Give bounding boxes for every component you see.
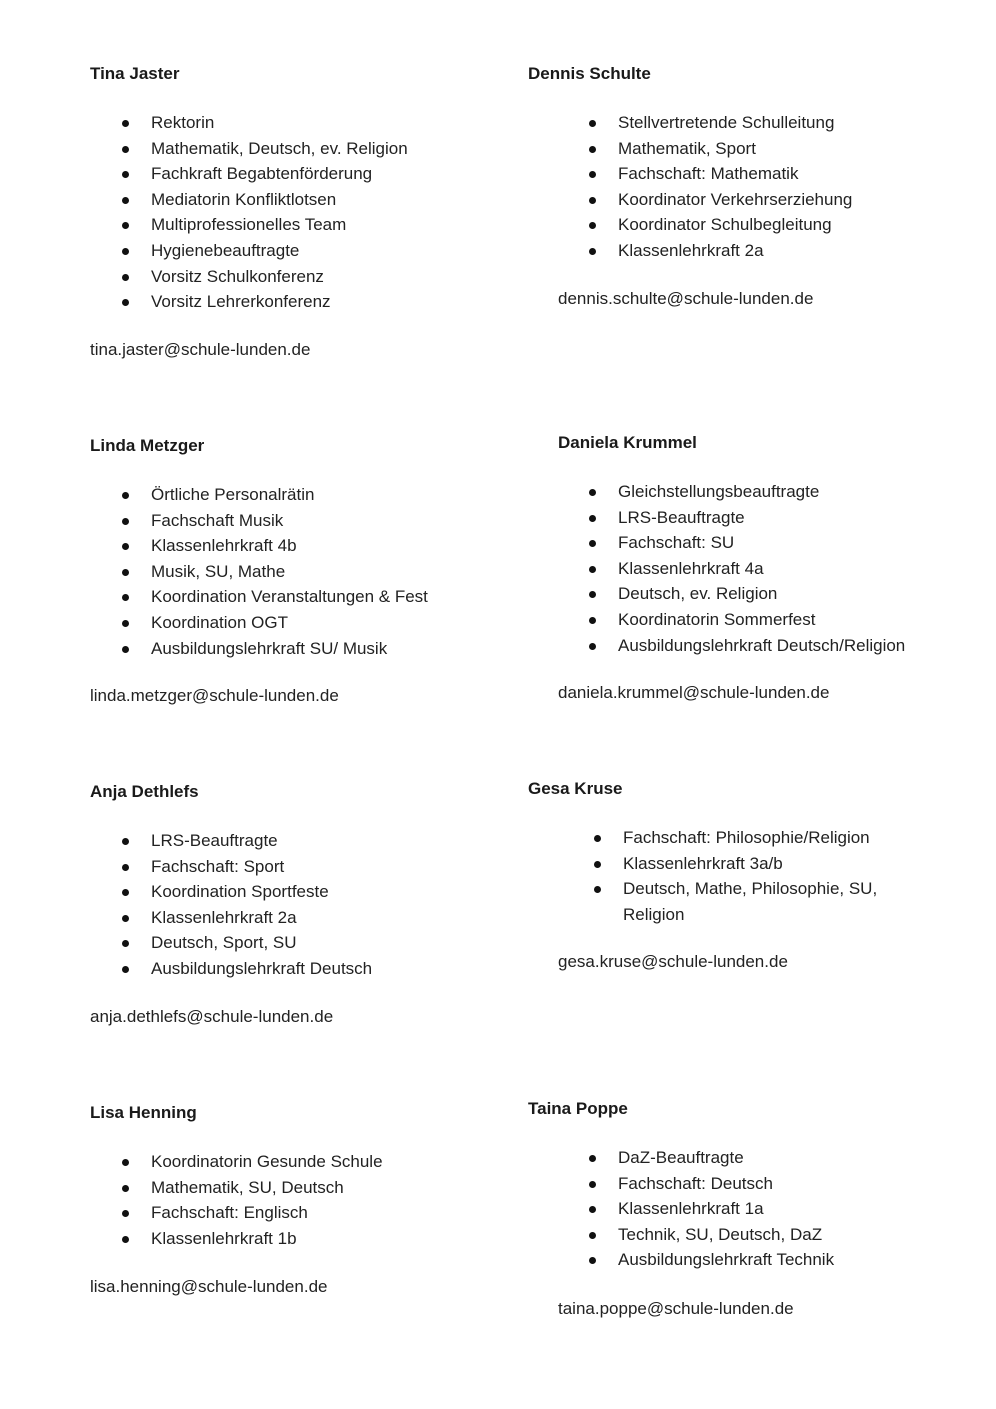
list-item: Deutsch, ev. Religion (618, 581, 978, 607)
bullet-icon (122, 197, 129, 204)
list-item: Vorsitz Lehrerkonferenz (151, 289, 490, 315)
email-address: daniela.krummel@schule-lunden.de (558, 683, 830, 702)
list-item: Klassenlehrkraft 4a (618, 556, 978, 582)
bullet-icon (589, 489, 596, 496)
list-item: Klassenlehrkraft 1b (151, 1226, 510, 1252)
bullet-icon (122, 646, 129, 653)
list-item: Fachkraft Begabtenförderung (151, 161, 490, 187)
role-list (90, 110, 490, 315)
bullet-icon (122, 248, 129, 255)
bullet-icon (589, 617, 596, 624)
staff-card-lisa-henning (90, 1103, 510, 1251)
email-address: linda.metzger@schule-lunden.de (90, 686, 339, 705)
email-address: lisa.henning@schule-lunden.de (90, 1277, 328, 1296)
bullet-icon (589, 1257, 596, 1264)
bullet-icon (122, 915, 129, 922)
list-item: Fachschaft: Englisch (151, 1200, 510, 1226)
list-item: Gleichstellungsbeauftragte (618, 479, 978, 505)
role-list (90, 482, 510, 661)
list-item: Technik, SU, Deutsch, DaZ (618, 1222, 948, 1248)
bullet-icon (122, 940, 129, 947)
bullet-icon (122, 146, 129, 153)
list-item: Klassenlehrkraft 1a (618, 1196, 948, 1222)
list-item: Örtliche Personalrätin (151, 482, 510, 508)
role-list (558, 479, 978, 658)
staff-name: Linda Metzger (90, 436, 205, 455)
list-item: Fachschaft: Sport (151, 854, 510, 880)
bullet-icon (122, 1159, 129, 1166)
bullet-icon (122, 120, 129, 127)
staff-card-dennis-schulte (528, 64, 948, 264)
bullet-icon (122, 838, 129, 845)
list-item: Ausbildungslehrkraft Technik (618, 1247, 948, 1273)
list-item: Koordinatorin Sommerfest (618, 607, 978, 633)
staff-card-anja-dethlefs (90, 782, 510, 982)
bullet-icon (122, 594, 129, 601)
staff-card-daniela-krummel (558, 433, 978, 658)
list-item: Fachschaft: Philosophie/Religion (623, 825, 923, 851)
list-item: Stellvertretende Schulleitung (618, 110, 948, 136)
bullet-icon (589, 1232, 596, 1239)
staff-name: Anja Dethlefs (90, 782, 199, 801)
email-address: anja.dethlefs@schule-lunden.de (90, 1007, 334, 1026)
staff-name: Taina Poppe (528, 1099, 628, 1118)
email-address: dennis.schulte@schule-lunden.de (558, 289, 814, 308)
bullet-icon (589, 1181, 596, 1188)
bullet-icon (589, 1206, 596, 1213)
list-item: Ausbildungslehrkraft Deutsch (151, 956, 510, 982)
bullet-icon (589, 1155, 596, 1162)
list-item: Deutsch, Mathe, Philosophie, SU, Religion (623, 876, 923, 927)
email-address: taina.poppe@schule-lunden.de (558, 1299, 794, 1318)
list-item: DaZ-Beauftragte (618, 1145, 948, 1171)
staff-name: Gesa Kruse (528, 779, 623, 798)
bullet-icon (589, 146, 596, 153)
list-item: Rektorin (151, 110, 490, 136)
role-list (90, 1149, 510, 1251)
staff-name: Dennis Schulte (528, 64, 651, 83)
list-item: Klassenlehrkraft 2a (151, 905, 510, 931)
bullet-icon (122, 274, 129, 281)
bullet-icon (589, 171, 596, 178)
bullet-icon (122, 492, 129, 499)
role-list (90, 828, 510, 982)
email-address: tina.jaster@schule-lunden.de (90, 340, 311, 359)
list-item: Koordination Veranstaltungen & Fest (151, 584, 510, 610)
bullet-icon (589, 540, 596, 547)
bullet-icon (589, 566, 596, 573)
list-item: Klassenlehrkraft 2a (618, 238, 948, 264)
bullet-icon (122, 299, 129, 306)
bullet-icon (122, 620, 129, 627)
bullet-icon (122, 543, 129, 550)
bullet-icon (594, 835, 601, 842)
list-item: LRS-Beauftragte (151, 828, 510, 854)
bullet-icon (594, 886, 601, 893)
staff-card-taina-poppe (528, 1099, 948, 1273)
list-item: Fachschaft: SU (618, 530, 978, 556)
bullet-icon (122, 569, 129, 576)
list-item: Multiprofessionelles Team (151, 212, 490, 238)
list-item: Koordinatorin Gesunde Schule (151, 1149, 510, 1175)
list-item: Koordinator Verkehrserziehung (618, 187, 948, 213)
list-item: Vorsitz Schulkonferenz (151, 264, 490, 290)
bullet-icon (122, 889, 129, 896)
bullet-icon (589, 120, 596, 127)
list-item: Klassenlehrkraft 3a/b (623, 851, 923, 877)
bullet-icon (122, 1210, 129, 1217)
staff-name: Lisa Henning (90, 1103, 197, 1122)
list-item: Fachschaft Musik (151, 508, 510, 534)
list-item: Mediatorin Konfliktlotsen (151, 187, 490, 213)
bullet-icon (122, 864, 129, 871)
bullet-icon (122, 966, 129, 973)
list-item: Mathematik, SU, Deutsch (151, 1175, 510, 1201)
role-list (528, 1145, 948, 1273)
list-item: Deutsch, Sport, SU (151, 930, 510, 956)
bullet-icon (122, 1185, 129, 1192)
list-item: Klassenlehrkraft 4b (151, 533, 510, 559)
bullet-icon (589, 248, 596, 255)
list-item: LRS-Beauftragte (618, 505, 978, 531)
role-list (528, 110, 948, 264)
list-item: Fachschaft: Mathematik (618, 161, 948, 187)
staff-card-linda-metzger (90, 436, 510, 661)
bullet-icon (589, 197, 596, 204)
email-address: gesa.kruse@schule-lunden.de (558, 952, 788, 971)
list-item: Ausbildungslehrkraft Deutsch/Religion (618, 633, 978, 659)
bullet-icon (122, 222, 129, 229)
staff-name: Tina Jaster (90, 64, 180, 83)
list-item: Ausbildungslehrkraft SU/ Musik (151, 636, 510, 662)
bullet-icon (589, 222, 596, 229)
bullet-icon (589, 591, 596, 598)
staff-name: Daniela Krummel (558, 433, 697, 452)
role-list (528, 825, 923, 927)
bullet-icon (589, 643, 596, 650)
list-item: Musik, SU, Mathe (151, 559, 510, 585)
list-item: Koordinator Schulbegleitung (618, 212, 948, 238)
bullet-icon (594, 861, 601, 868)
list-item: Koordination OGT (151, 610, 510, 636)
list-item: Mathematik, Deutsch, ev. Religion (151, 136, 490, 162)
bullet-icon (122, 1236, 129, 1243)
list-item: Koordination Sportfeste (151, 879, 510, 905)
bullet-icon (122, 171, 129, 178)
list-item: Mathematik, Sport (618, 136, 948, 162)
staff-card-tina-jaster (90, 64, 490, 315)
list-item: Hygienebeauftragte (151, 238, 490, 264)
bullet-icon (122, 518, 129, 525)
list-item: Fachschaft: Deutsch (618, 1171, 948, 1197)
bullet-icon (589, 515, 596, 522)
staff-card-gesa-kruse (528, 779, 968, 927)
